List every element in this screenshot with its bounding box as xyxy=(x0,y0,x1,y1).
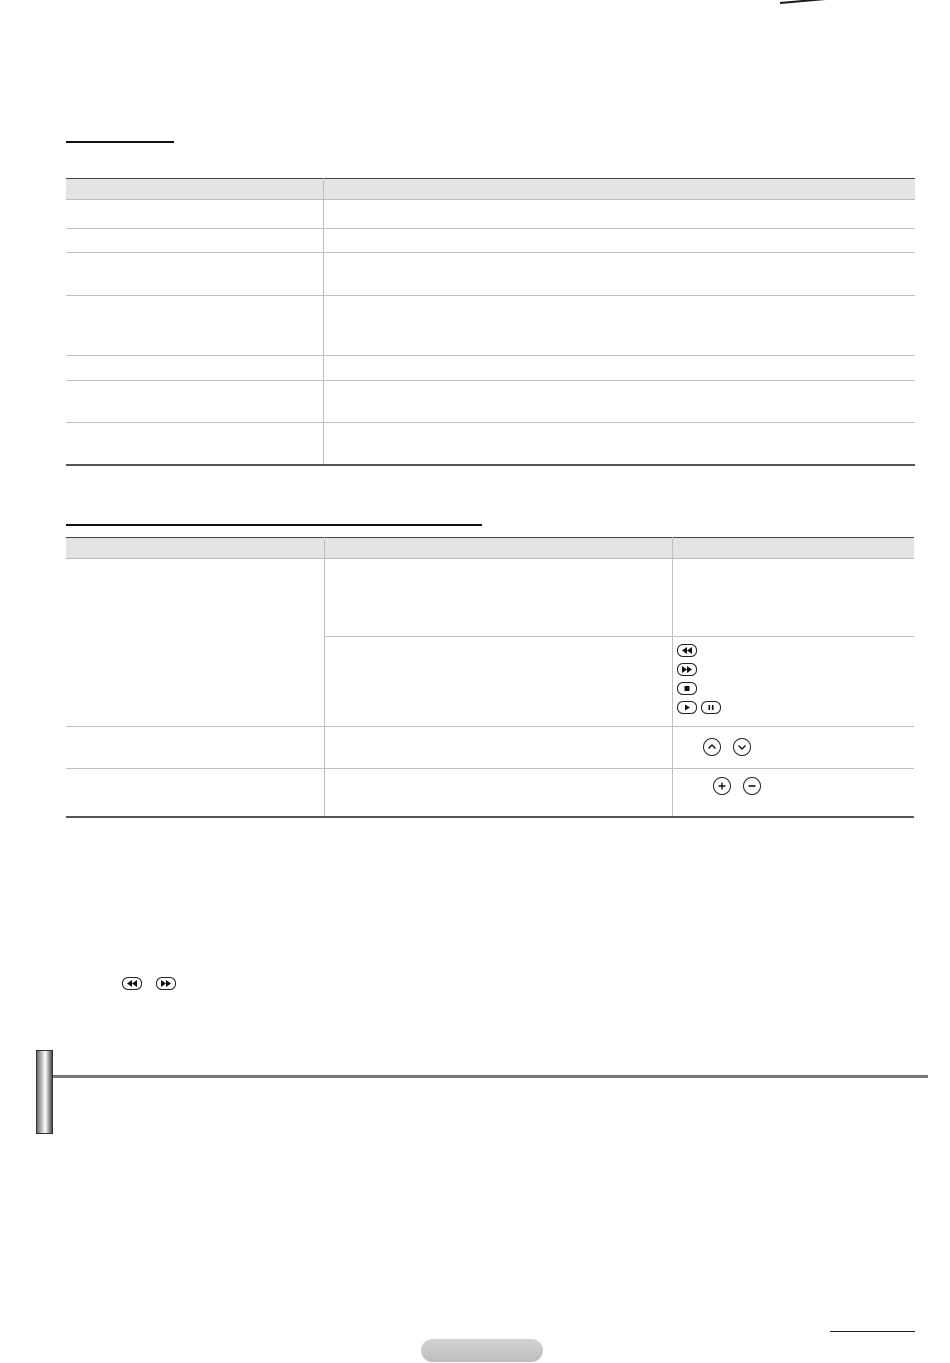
minus-icon xyxy=(743,777,761,795)
rewind-icon xyxy=(677,644,697,657)
table-header-row xyxy=(66,179,915,200)
table-row xyxy=(66,200,915,229)
page-number-badge xyxy=(421,1339,543,1362)
table-row xyxy=(66,253,915,296)
pause-icon xyxy=(701,701,721,714)
table-row xyxy=(66,769,914,817)
spec-table xyxy=(66,178,915,466)
table-header-cell xyxy=(323,179,915,200)
table-header-cell xyxy=(66,179,323,200)
note-keys xyxy=(122,975,176,993)
table-row xyxy=(66,727,914,769)
corner-mark-horizontal xyxy=(780,0,950,4)
table-row xyxy=(66,559,914,637)
section-tab-marker xyxy=(36,1050,53,1134)
table-row xyxy=(66,381,915,423)
fast-forward-icon xyxy=(156,977,176,990)
rewind-icon xyxy=(122,977,142,990)
table-header-row xyxy=(66,538,914,559)
chevron-down-icon xyxy=(733,738,751,756)
remote-key-table xyxy=(66,537,914,818)
table-header-cell xyxy=(66,538,324,559)
table-row xyxy=(66,229,915,253)
section-heading-underline xyxy=(66,141,174,143)
section-heading-underline xyxy=(66,524,482,526)
stop-icon xyxy=(677,682,697,695)
chevron-up-icon xyxy=(703,738,721,756)
fast-forward-icon xyxy=(677,663,697,676)
table-row xyxy=(66,423,915,465)
footer-rule xyxy=(830,1331,915,1332)
table-header-cell xyxy=(672,538,914,559)
plus-icon xyxy=(713,777,731,795)
section-divider xyxy=(53,1075,928,1078)
table-row xyxy=(66,296,915,356)
table-header-cell xyxy=(324,538,672,559)
table-row xyxy=(66,356,915,381)
play-icon xyxy=(677,701,697,714)
